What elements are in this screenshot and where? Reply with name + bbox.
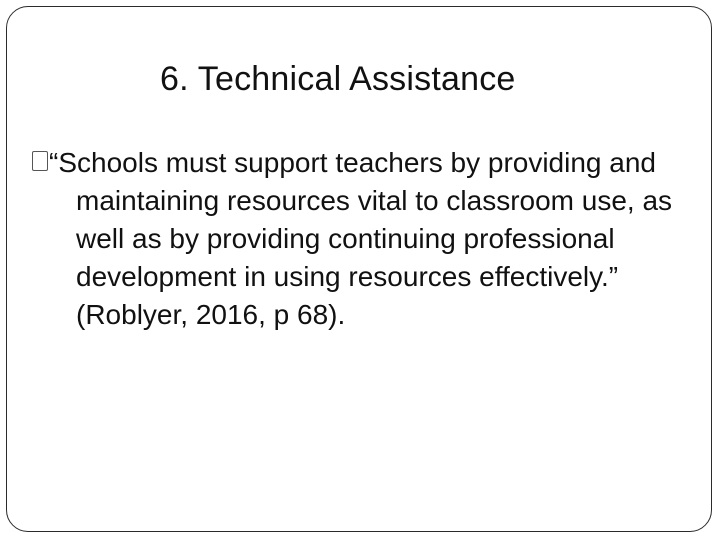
square-bullet-icon (32, 151, 48, 171)
bullet-text: “Schools must support teachers by providing and maintaining resources vital to classroom use, as well as by providing continuing professional development in using resources effectively.” (Roblyer, 2016, p 68). (49, 147, 673, 330)
slide-title: 6. Technical Assistance (160, 60, 516, 98)
